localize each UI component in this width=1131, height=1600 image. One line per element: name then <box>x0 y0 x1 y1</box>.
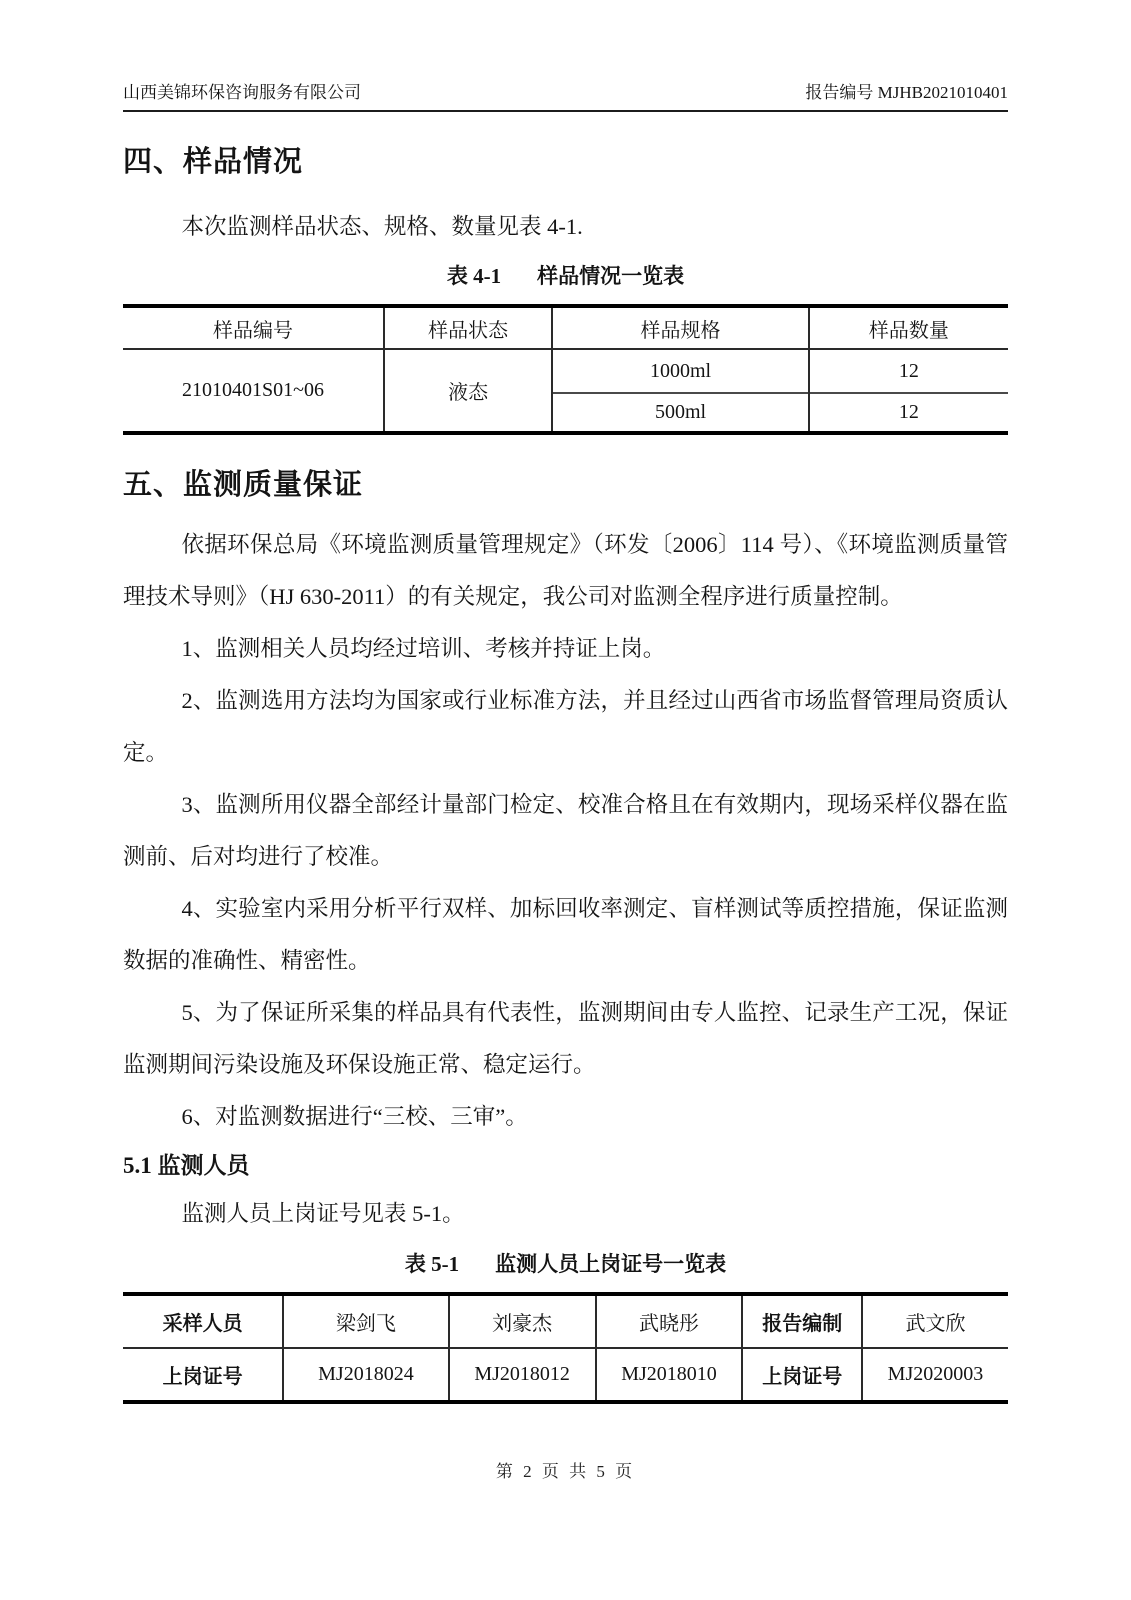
page-number: 第 2 页 共 5 页 <box>495 1462 636 1481</box>
cell-report-writer-label: 报告编制 <box>742 1294 861 1348</box>
table-4-1-caption-label: 表 4-1 <box>446 264 502 288</box>
subsection-5-1-heading: 5.1 监测人员 <box>123 1153 250 1178</box>
cell-cert-number: MJ2018024 <box>283 1348 448 1402</box>
cell-cert-label: 上岗证号 <box>123 1348 283 1402</box>
table-header-row <box>123 306 1008 349</box>
cell-sample-spec: 500ml <box>552 393 809 433</box>
cell-sample-qty: 12 <box>809 393 1008 433</box>
page-header <box>123 0 1008 112</box>
cell-sample-state: 液态 <box>384 349 552 433</box>
subsection-5-1-intro: 监测人员上岗证号见表 5-1。 <box>181 1201 465 1226</box>
list-item-3: 3、监测所用仪器全部经计量部门检定、校准合格且在有效期内，现场采样仪器在监测前、后对均进行了校准。 <box>123 792 1008 869</box>
cell-sample-qty: 12 <box>809 349 1008 393</box>
cell-sampler-name: 刘豪杰 <box>449 1294 596 1348</box>
personnel-cert-table <box>123 1292 1008 1404</box>
col-header-sample-state: 样品状态 <box>384 306 552 349</box>
cell-sampler-name: 武晓彤 <box>596 1294 743 1348</box>
cell-cert-number: MJ2018012 <box>449 1348 596 1402</box>
section-5-heading: 五、监测质量保证 <box>123 469 364 501</box>
col-header-sample-spec: 样品规格 <box>552 306 809 349</box>
sample-info-table <box>123 304 1008 435</box>
cell-cert-number: MJ2020003 <box>862 1348 1008 1402</box>
col-header-sample-id: 样品编号 <box>123 306 384 349</box>
cell-cert-number: MJ2018010 <box>596 1348 743 1402</box>
table-row <box>123 1348 1008 1402</box>
cell-report-writer-name: 武文欣 <box>862 1294 1008 1348</box>
table-row <box>123 349 1008 393</box>
table-5-1-caption-label: 表 5-1 <box>404 1252 460 1276</box>
list-item-4: 4、实验室内采用分析平行双样、加标回收率测定、盲样测试等质控措施，保证监测数据的准确性、精密性。 <box>123 896 1008 973</box>
header-company-name: 山西美锦环保咨询服务有限公司 <box>123 83 361 102</box>
cell-sample-id: 21010401S01~06 <box>182 379 324 401</box>
paragraph: 依据环保总局《环境监测质量管理规定》（环发〔2006〕114 号）、《环境监测质量管理技术导则》（HJ 630-2011）的有关规定，我公司对监测全程序进行质量控制。 <box>123 532 1008 609</box>
table-row <box>123 1294 1008 1348</box>
list-item-6: 6、对监测数据进行“三校、三审”。 <box>181 1104 528 1129</box>
table-5-1-caption <box>123 1248 1008 1278</box>
header-report-number: 报告编号 MJHB2021010401 <box>805 83 1008 102</box>
list-item-1: 1、监测相关人员均经过培训、考核并持证上岗。 <box>181 636 666 661</box>
table-5-1-caption-title: 监测人员上岗证号一览表 <box>495 1252 727 1276</box>
cell-sample-spec: 1000ml <box>552 349 809 393</box>
section-4-intro: 本次监测样品状态、规格、数量见表 4-1. <box>181 214 583 239</box>
table-4-1-caption-title: 样品情况一览表 <box>537 264 685 288</box>
section-5-body <box>123 519 1008 1143</box>
cell-sampler-name: 梁剑飞 <box>283 1294 448 1348</box>
cell-cert-label: 上岗证号 <box>742 1348 861 1402</box>
cell-sampler-label: 采样人员 <box>162 1313 243 1335</box>
list-item-5: 5、为了保证所采集的样品具有代表性，监测期间由专人监控、记录生产工况，保证监测期间污染设施及环保设施正常、稳定运行。 <box>123 1000 1008 1077</box>
col-header-sample-qty: 样品数量 <box>809 306 1008 349</box>
section-4-heading: 四、样品情况 <box>123 146 304 178</box>
table-4-1-caption <box>123 260 1008 290</box>
list-item-2: 2、监测选用方法均为国家或行业标准方法，并且经过山西省市场监督管理局资质认定。 <box>123 688 1008 765</box>
